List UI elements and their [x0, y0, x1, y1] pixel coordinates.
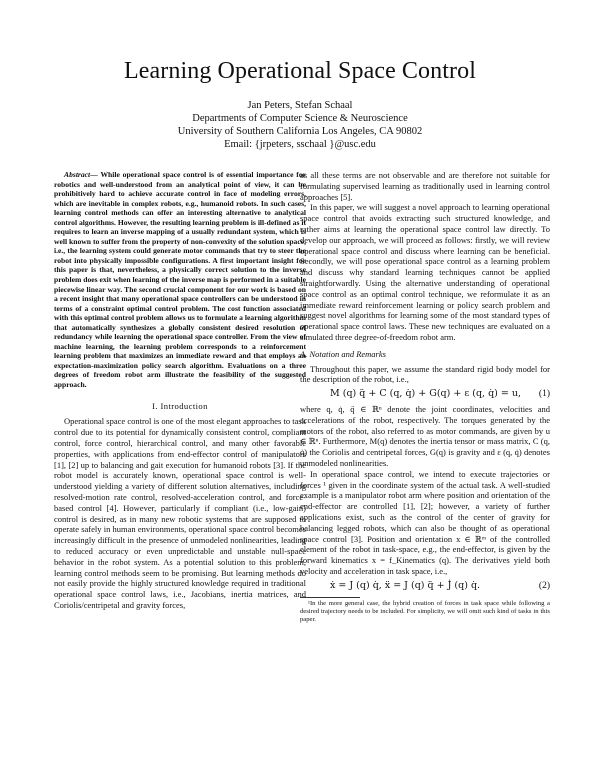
left-column [54, 170, 306, 611]
notation-paragraph-3: In operational space control, we intend to execute trajectories or forces ¹ given in the coordinate system of the actual task. A well-studied example is a manipulator robot arm where position and orientation of the end-effector are controlled [1], [2]; however, a variety of further applications exist, such as the control of the center of gravity for balancing legged robots, which can also be thought of as operational space control [3]. Position and orientation x ∈ ℝᵐ of the controlled element of the robot in task-space, e.g., the end-effector, is given by the forward kinematics x = f_Kinematics (q). The derivatives yield both velocity and acceleration in task space, i.e., [300, 468, 550, 576]
right-column [300, 170, 550, 624]
equation-1-body: M (q) q̈ + C (q, q̇) + G(q) + ε (q, q̇) = u, [330, 388, 522, 400]
paper-title: Learning Operational Space Control [124, 58, 476, 84]
abstract [54, 170, 306, 390]
intro-paragraph-1-continued: as all these terms are not observable and are therefore not suitable for formulating supervised learning as traditionally used in learning control approaches [5]. [300, 170, 550, 202]
intro-paragraph-2: In this paper, we will suggest a novel approach to learning operational space control that avoids extracting such structured knowledge, and rather aims at learning the operational space control law directly. To develop our approach, we will proceed as follows: firstly, we will review operational space control and discuss where learning can be beneficial. Secondly, we will pose operational space control as a learning problem and discuss why standard learning techniques cannot be applied straightforwardly. Using the alternative understanding of operational space control as an optimal control technique, we reformulate it as an immediate reward reinforcement learning or policy search problem and suggest novel algorithms for learning some of the most standard types of operational space control laws. These new techniques are evaluated on a simulated three degree-of-freedom robot arm. [300, 202, 550, 342]
section-heading-introduction: I. Introduction [152, 400, 208, 411]
subsection-heading-notation: A. Notation and Remarks [300, 348, 386, 359]
equation-2-body: ẋ = J (q) q̇, ẍ = J (q) q̈ + J̇ (q) q̇. [330, 579, 481, 591]
department: Departments of Computer Science & Neuroscience [192, 113, 408, 124]
abstract-lead: Abstract [64, 170, 91, 179]
notation-paragraph-2: where q, q̇, q̈ ∈ ℝⁿ denote the joint coordinates, velocities and accelerations of the robot, respectively. The torques generated by the motors of the robot, also referred to as motor commands, are given by u ∈ ℝⁿ. Furthermore, M(q) denotes the inertia tensor or mass matrix, C (q, q̇) the Coriolis and centripetal forces, G(q) is gravity and ε (q, q̇) denotes unmodeled nonlinearities. [300, 403, 550, 468]
abstract-text: — While operational space control is of essential importance for robotics and well-understood from an analytical point of view, it can be prohibitively hard to achieve accurate control in face of modeling errors, which are inevitable in complex robots, e.g., humanoid robots. In such cases, learning control methods can offer an interesting alternative to analytical control algorithms. However, the resulting learning problem is ill-defined as it requires to learn an inverse mapping of a usually redundant system, which is well known to suffer from the property of non-convexity of the solution space, i.e., the learning system could generate motor commands that try to steer the robot into physically impossible configurations. A first important insight for this paper is that, nevertheless, a physically correct solution to the inverse problem does exit when learning of the inverse map is performed in a suitable piecewise linear way. The second crucial component for our work is based on a recent insight that many operational space controllers can be understood in terms of a constraint optimal control problem. The cost function associated with this optimal control problem allows us to formulate a learning algorithm that automatically synthesizes a globally consistent desired resolution of redundancy while learning the operational space controller. From the view of machine learning, the learning problem corresponds to a reinforcement learning problem that maximizes an immediate reward and that employs an expectation-maximization policy search algorithm. Evaluations on a three degrees of freedom robot arm illustrate the feasibility of the suggested approach. [54, 170, 306, 390]
notation-paragraph-1: Throughout this paper, we assume the standard rigid body model for the description of the robot, i.e., [300, 363, 550, 385]
email: Email: {jrpeters, sschaal }@usc.edu [224, 139, 376, 150]
footnote-divider [300, 597, 360, 598]
university: University of Southern California Los Angeles, CA 90802 [177, 126, 423, 137]
footnote: ¹In the more general case, the hybrid creation of forces in task space while following a desired trajectory needs to be included. For simplicity, we will omit such kind of tasks in this paper. [300, 600, 550, 624]
intro-paragraph-1: Operational space control is one of the most elegant approaches to task control due to its potential for dynamically consistent control, compliant control, force control, hierarchical control, and many other favorable properties, with applications from end-effector control of manipulators [1], [2] up to balancing and gait execution for humanoid robots [3]. If the robot model is accurately known, operational space control is well-understood yielding a variety of different solution alternatives, including resolved-motion rate control, resolved-acceleration control, and force-based control [4]. However, particularly if compliant (i.e., low-gain) control is desired, as in many new robotic systems that are supposed to operate safely in human environments, operational space control becomes increasingly difficult in the presence of unmodeled nonlinearities, leading to reduced accuracy or even unpredictable and unstable null-space behavior in the robot system. As a potential solution to this problem, learning control methods seem to be promising. But learning methods do not easily provide the highly structured knowledge required in traditional operational space control laws, i.e., Jacobians, inertia matrices, and Coriolis/centripetal and gravity forces, [54, 416, 306, 610]
equation-2-number: (2) [538, 580, 550, 591]
equation-1-number: (1) [538, 389, 550, 400]
authors: Jan Peters, Stefan Schaal [247, 100, 353, 111]
equation-1 [300, 389, 550, 400]
equation-2 [300, 581, 550, 592]
author-block [0, 99, 600, 151]
